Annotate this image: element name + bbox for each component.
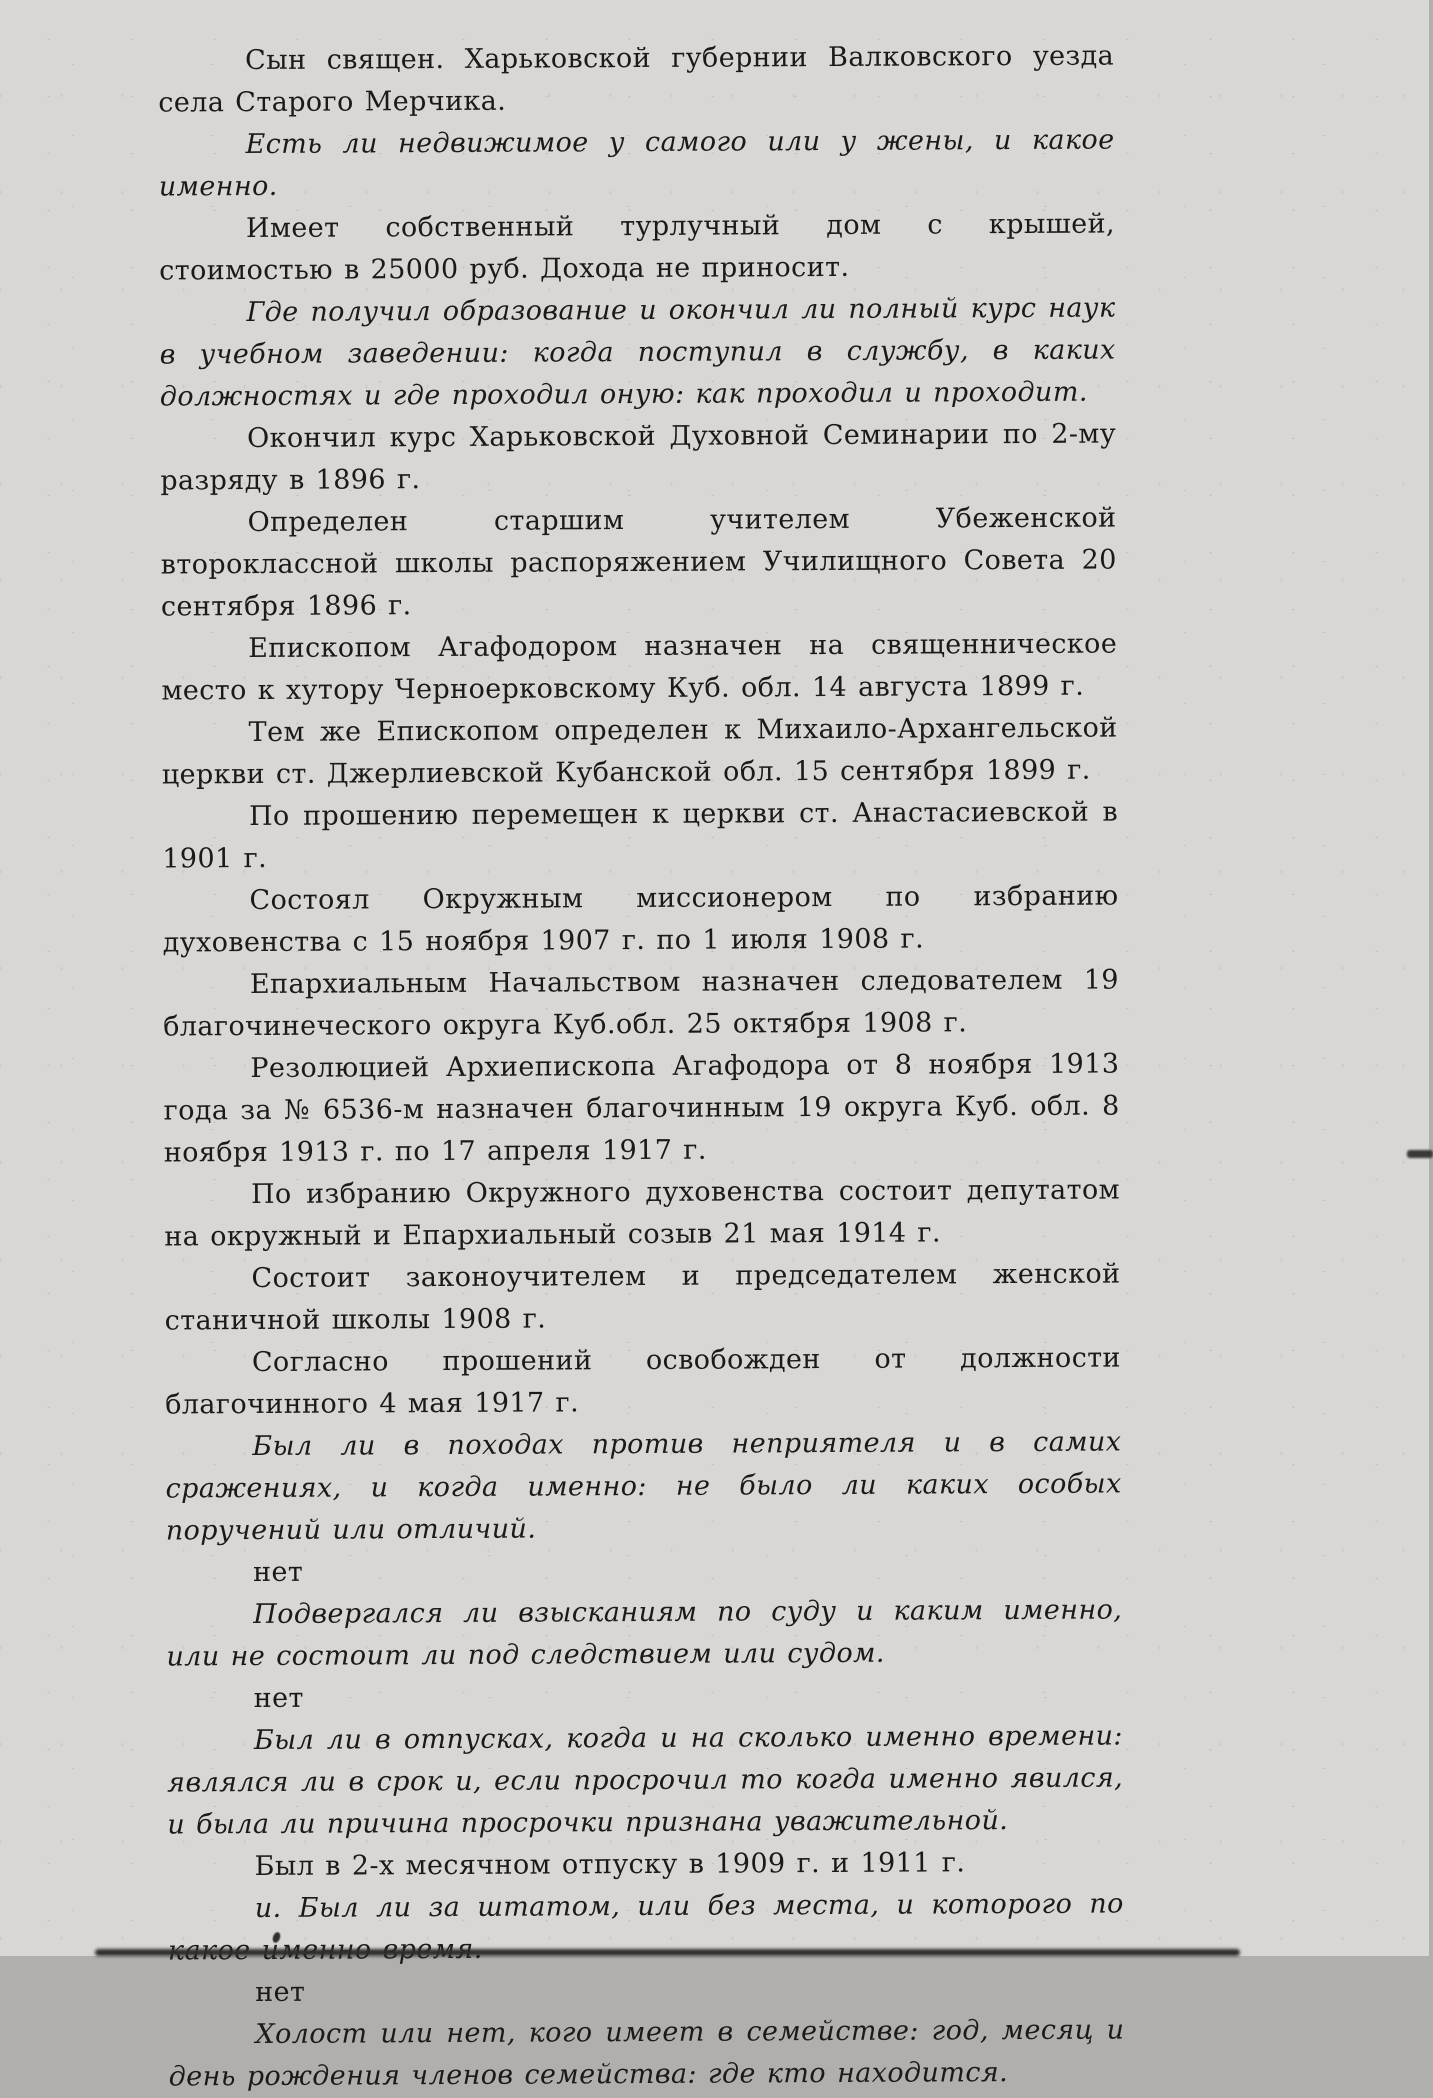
- record-entry: Состоял Окружным миссионером по избранию духовенства с 15 ноября 1907 г. по 1 июля 1908 г.: [162, 880, 1119, 959]
- record-entry: Сын священ. Харьковской губернии Валковского уезда села Старого Мерчика.: [158, 40, 1115, 119]
- record-entry: По прошению перемещен к церкви ст. Анастасиевской в 1901 г.: [162, 796, 1119, 875]
- form-question: Где получил образование и окончил ли полный курс наук в учебном заведении: когда поступил в службу, в каких должностях и где проходил оную: как проходил и проходит.: [159, 292, 1116, 413]
- answer-text: нет: [253, 1682, 304, 1715]
- record-entry: Согласно прошений освобожден от должности благочинного 4 мая 1917 г.: [165, 1342, 1121, 1421]
- record-entry: По избранию Окружного духовенства состоит депутатом на окружный и Епархиальный созыв 21 мая 1914 г.: [164, 1174, 1121, 1253]
- form-question: Холост или нет, кого имеет в семействе: год, месяц и день рождения членов семейства: где кто находится.: [168, 2014, 1125, 2093]
- record-entry: Состоит законоучителем и председателем женской станичной школы 1908 г.: [164, 1258, 1121, 1337]
- record-entry: Резолюцией Архиепископа Агафодора от 8 ноября 1913 года за № 6536-м назначен благочинным 19 округа Куб. обл. 8 ноября 1913 г. по 17 апреля 1917 г.: [163, 1048, 1120, 1169]
- answer-text: нет: [252, 1556, 304, 1589]
- form-question: Есть ли недвижимое у самого или у жены, и какое именно.: [158, 124, 1115, 203]
- record-entry: Определен старшим учителем Убеженской второклассной школы распоряжением Училищного Совета 20 сентября 1896 г.: [160, 502, 1117, 623]
- record-entry: Тем же Епископом определен к Михаило-Архангельской церкви ст. Джерлиевской Кубанской обл. 15 сентября 1899 г.: [161, 712, 1118, 791]
- form-question: Был ли в отпусках, когда и на сколько именно времени: являлся ли в срок и, если просрочил то когда именно явился, и была ли причина просрочки признана уважительной.: [167, 1720, 1124, 1841]
- answer-text: нет: [255, 1976, 306, 2009]
- record-entry: Имеет собственный турлучный дом с крышей, стоимостью в 25000 руб. Дохода не приносит.: [159, 208, 1116, 287]
- document-body: [158, 35, 1125, 2098]
- scan-edge-mark: [1407, 1150, 1433, 1158]
- record-entry: Епископом Агафодором назначен на священническое место к хутору Черноерковскому Куб. обл. 14 августа 1899 г.: [161, 628, 1118, 707]
- form-question: Был ли в походах против неприятеля и в самих сражениях, и когда именно: не было ли каких особых поручений или отличий.: [165, 1426, 1122, 1547]
- record-entry: Был в 2-х месячном отпуску в 1909 г. и 1911 г.: [254, 1847, 966, 1883]
- record-entry: Епархиальным Начальством назначен следователем 19 благочинеческого округа Куб.обл. 25 октября 1908 г.: [163, 964, 1120, 1043]
- form-question: Подвергался ли взысканиям по суду и каким именно, или не состоит ли под следствием или судом.: [166, 1594, 1123, 1673]
- scan-edge-shadow: [95, 1949, 1240, 1956]
- form-question: и. Был ли за штатом, или без места, и которого по: [254, 1888, 1124, 1925]
- record-entry: Окончил курс Харьковской Духовной Семинарии по 2-му разряду в 1896 г.: [160, 418, 1117, 497]
